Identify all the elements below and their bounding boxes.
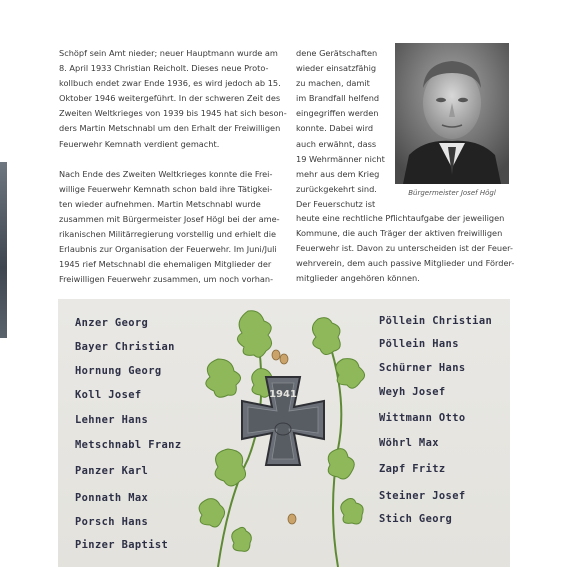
- text-line: Feuerwehr ist. Davon zu unterscheiden ist der Feuer-: [296, 243, 513, 254]
- text-line: 19 Wehrmänner nicht: [296, 153, 385, 164]
- adjacent-page-edge: [0, 162, 7, 338]
- memorial-name: Hornung Georg: [75, 365, 162, 377]
- portrait-photo: [395, 43, 509, 184]
- text-line: ders Martin Metschnabl um den Erhalt der Freiwilligen: [59, 123, 281, 134]
- memorial-name: Weyh Josef: [379, 386, 446, 398]
- memorial-list-image: [58, 299, 510, 567]
- text-line: zusammen mit Bürgermeister Josef Högl bei der ame-: [59, 213, 280, 224]
- memorial-name: Koll Josef: [75, 389, 142, 401]
- text-line: Erlaubnis zur Organisation der Feuerwehr. Im Juni/Juli: [59, 244, 277, 255]
- text-line: zu machen, damit: [296, 78, 370, 89]
- text-line: Freiwilligen Feuerwehr zusammen, um noch vorhan-: [59, 274, 274, 285]
- memorial-name: Ponnath Max: [75, 492, 149, 504]
- iron-cross-oak-illustration: [188, 299, 378, 567]
- text-line: dene Gerätschaften: [296, 48, 378, 58]
- memorial-name: Lehner Hans: [75, 414, 149, 426]
- text-line: Nach Ende des Zweiten Weltkrieges konnte die Frei-: [59, 168, 273, 179]
- memorial-name: Pinzer Baptist: [75, 539, 169, 551]
- text-line: 8. April 1933 Christian Reicholt. Dieses neue Proto-: [59, 63, 269, 74]
- text-line: rikanischen Militärregierung vorstellig und erhielt die: [59, 229, 277, 240]
- text-line: ten wieder aufnehmen. Martin Metschnabl wurde: [59, 198, 261, 209]
- memorial-name: Metschnabl Franz: [75, 439, 182, 451]
- text-line: Feuerwehr Kemnath verdient gemacht.: [59, 138, 220, 149]
- text-line: auch erwähnt, dass: [296, 138, 377, 149]
- memorial-name: Anzer Georg: [75, 317, 149, 329]
- text-line: mitglieder angehören können.: [296, 273, 420, 284]
- memorial-name: Steiner Josef: [379, 490, 466, 502]
- paragraph-1: [59, 46, 287, 152]
- text-line: 1945 rief Metschnabl die ehemaligen Mitglieder der: [59, 259, 272, 270]
- memorial-name: Wöhrl Max: [379, 437, 439, 449]
- memorial-name: Schürner Hans: [379, 362, 466, 374]
- right-text-column-full: [296, 211, 515, 286]
- memorial-name: Panzer Karl: [75, 465, 149, 477]
- cross-year: 1941: [269, 389, 297, 400]
- text-line: Der Feuerschutz ist: [296, 198, 376, 209]
- text-line: kollbuch endet zwar Ende 1936, es wird jedoch ab 15.: [59, 78, 281, 89]
- memorial-name: Bayer Christian: [75, 341, 175, 353]
- text-line: Schöpf sein Amt nieder; neuer Hauptmann wurde am: [59, 48, 278, 58]
- text-line: wieder einsatzfähig: [296, 63, 377, 74]
- memorial-name: Zapf Fritz: [379, 463, 446, 475]
- text-line: konnte. Dabei wird: [296, 123, 374, 134]
- photo-caption: Bürgermeister Josef Högl: [408, 189, 496, 197]
- memorial-name: Stich Georg: [379, 513, 453, 525]
- text-line: mehr aus dem Krieg: [296, 168, 380, 179]
- text-line: Zweiten Weltkrieges von 1939 bis 1945 hat sich beson-: [59, 108, 287, 119]
- memorial-name: Pöllein Christian: [379, 315, 493, 327]
- portrait-illustration: [395, 43, 509, 184]
- text-line: Kommune, die auch Träger der aktiven freiwilligen: [296, 228, 503, 239]
- text-line: wehrverein, dem auch passive Mitglieder und Förder-: [296, 258, 515, 269]
- paragraph-2: [59, 167, 280, 288]
- text-line: eingegriffen werden: [296, 108, 379, 119]
- right-text-column-narrow: [296, 46, 385, 212]
- text-line: willige Feuerwehr Kemnath schon bald ihre Tätigkei-: [59, 183, 273, 194]
- text-line: heute eine rechtliche Pflichtaufgabe der jeweiligen: [296, 213, 505, 223]
- text-line: zurückgekehrt sind.: [296, 183, 377, 194]
- memorial-name: Pöllein Hans: [379, 338, 459, 350]
- text-line: im Brandfall helfend: [296, 93, 380, 104]
- left-text-column: [59, 46, 287, 302]
- memorial-name: Wittmann Otto: [379, 412, 466, 424]
- memorial-name: Porsch Hans: [75, 516, 149, 528]
- text-line: Oktober 1946 weitergeführt. In der schweren Zeit des: [59, 93, 281, 104]
